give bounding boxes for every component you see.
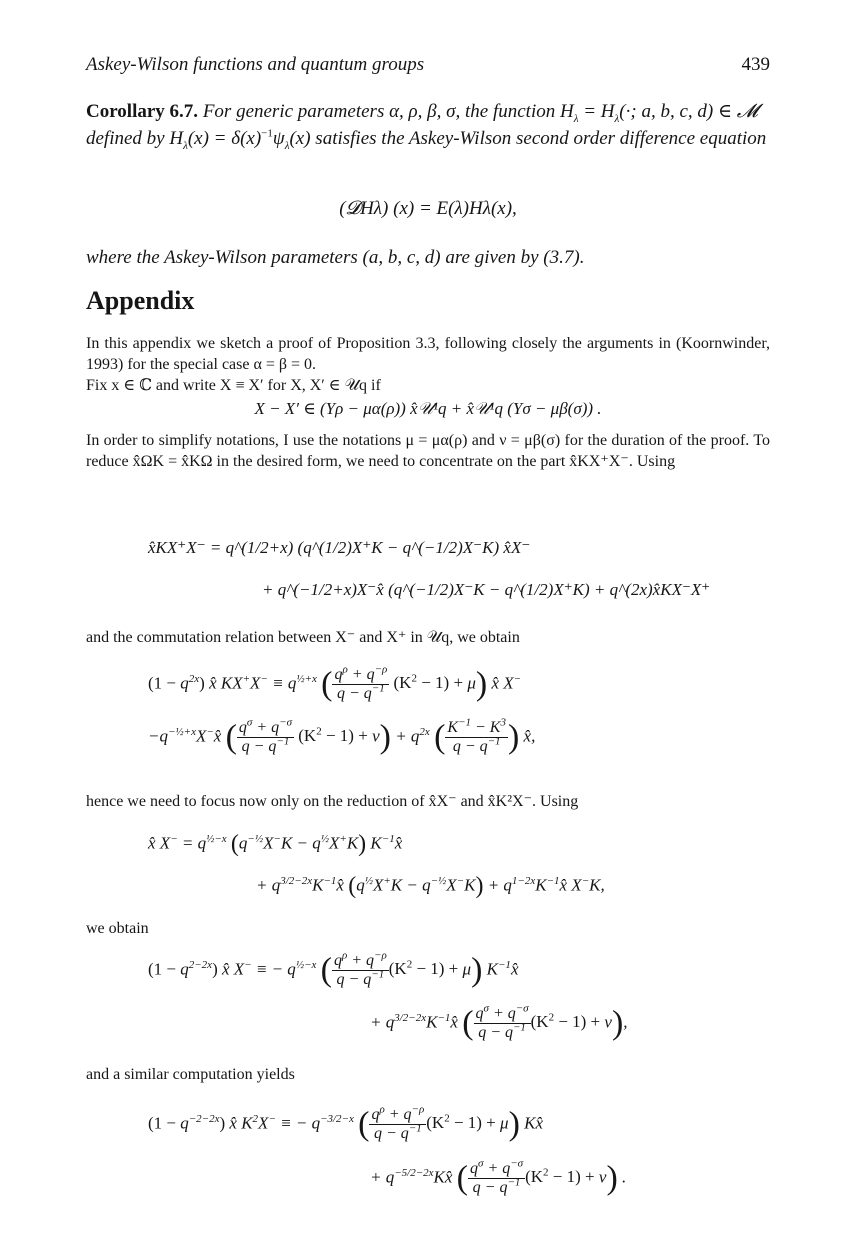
corollary-block: Corollary 6.7. For generic parameters α, ρ, β, σ, the function $H_\lambda = H_\lambda(\cdot$; a, b, c, d) ∈ 𝓜 defined by $H_\lambda(x) = \delta(x)^{-1}\psi_\lambda(x)$ satisfies the Askey-Wilson second order difference equation [86, 101, 767, 152]
page-number: 439 [741, 54, 770, 75]
appendix-heading: Appendix [86, 286, 195, 315]
corollary-label: Corollary 6.7. [86, 101, 199, 122]
p2: Fix x ∈ ℂ and write X ≡ X′ for X, X′ ∈ 𝒰q if [86, 377, 381, 394]
equation-1a: x̂KX⁺X⁻ = q^(1/2+x) (q^(1/2)X⁺K − q^(−1/2)X⁻K) x̂X⁻ [148, 538, 531, 557]
equation-3a: x̂ $X^- = q^{\frac{1}{2}-x}$ $(q^{-\frac{1}{2}}X^-K - q^{\frac{1}{2}}X^+K)$ $K^{-1}x̂$ [148, 831, 403, 857]
appendix-paragraph-1 [86, 333, 770, 396]
main-equation: (𝓓Hλ) (x) = E(λ)Hλ(x), [339, 198, 517, 219]
equation-5b: + $q^{-5/2-2x}Kx̂$ ( $\frac{q^\sigma + q^{-\sigma}}{q - q^{-1}}$ $(K^2 - 1) + \nu$) . [370, 1157, 627, 1197]
equation-5a: $(1 - q^{-2-2x})$ x̂ $K^2X^-$ ≡ − $q^{-3/2-x}$ ( $\frac{q^\rho + q^{-\rho}}{q - q^{-1}}$ $(K^2 - 1) + \mu$) Kx̂ [148, 1103, 544, 1143]
corollary-text-5: ψ [272, 128, 285, 149]
equation-4b: + $q^{3/2-2x}K^{-1}x̂$ ( $\frac{q^\sigma + q^{-\sigma}}{q - q^{-1}}$ $(K^2 - 1) + \nu$), [370, 1002, 628, 1042]
running-header [86, 54, 770, 80]
appendix-paragraph-6: we obtain [86, 920, 149, 937]
appendix-paragraph-7: and a similar computation yields [86, 1066, 295, 1083]
equation-4a: $(1 - q^{2-2x})$ x̂ X− ≡ − $q^{\frac{1}{2}-x}$ ( $\frac{q^\rho + q^{-\rho}}{q - q^{-1}}$ $(K^2 - 1) + \mu$) $K^{-1}x̂$ [148, 949, 519, 989]
corollary-text-2: = H [583, 101, 615, 122]
appendix-paragraph-3: In order to simplify notations, I use the notations μ = μα(ρ) and ν = μβ(σ) for the duration of the proof. To reduce x̂ΩK = x̂KΩ in the desired form, we need to concentrate on the part x̂KX⁺X⁻. Using [86, 432, 770, 470]
corollary-text-3: (·; a, b, c, d) ∈ 𝓜 defined by H [86, 101, 759, 149]
corollary-text-1: For generic parameters α, ρ, β, σ, the function H [202, 101, 574, 122]
p1: In this appendix we sketch a proof of Proposition 3.3, following closely the arguments in (Koornwinder, 1993) for the special case α = β = 0. [86, 335, 770, 373]
after-equation-text: where the Askey-Wilson parameters (a, b, c, d) are given by (3.7). [86, 247, 585, 268]
appendix-paragraph-4: and the commutation relation between X⁻ and X⁺ in 𝒰q, we obtain [86, 629, 520, 646]
corollary-text-6: (x) satisfies the Askey-Wilson second order difference equation [289, 128, 767, 149]
equation-2a: $(1 - q^{2x})$ x̂ $KX^+X^- \equiv q^{\frac{1}{2}+x}$ ( $\frac{q^\rho + q^{-\rho}}{q - q^{-1}}$ $(K^2 - 1) + \mu$) x̂ X− [148, 663, 522, 703]
equation-1b: + q^(−1/2+x)X⁻x̂ (q^(−1/2)X⁻K − q^(1/2)X⁺K) + q^(2x)x̂KX⁻X⁺ [262, 580, 711, 599]
equation-3b: + $q^{3/2-2x}K^{-1}x̂$ $(q^{\frac{1}{2}}X^+K - q^{-\frac{1}{2}}X^-K)$ + $q^{1-2x}K^{-1}x̂$ X−K, [256, 873, 605, 899]
appendix-paragraph-5: hence we need to focus now only on the reduction of x̂X⁻ and x̂K²X⁻. Using [86, 793, 579, 810]
equation-2b: $-q^{-\frac{1}{2}+x}X^-x̂$ ( $\frac{q^\sigma + q^{-\sigma}}{q - q^{-1}}$ $(K^2 - 1) + \nu) + q^{2x}$ ( $\frac{K^{-1} - K^3}{q - q^{-1}}$ ) x̂, [148, 716, 536, 756]
running-title: Askey-Wilson functions and quantum groups [86, 54, 425, 75]
equation-def: X − X′ ∈ (Yρ − μα(ρ)) x̂𝒰¹q + x̂𝒰¹q (Yσ − μβ(σ)) . [254, 399, 602, 418]
corollary-text-4: (x) = δ(x) [187, 128, 262, 149]
